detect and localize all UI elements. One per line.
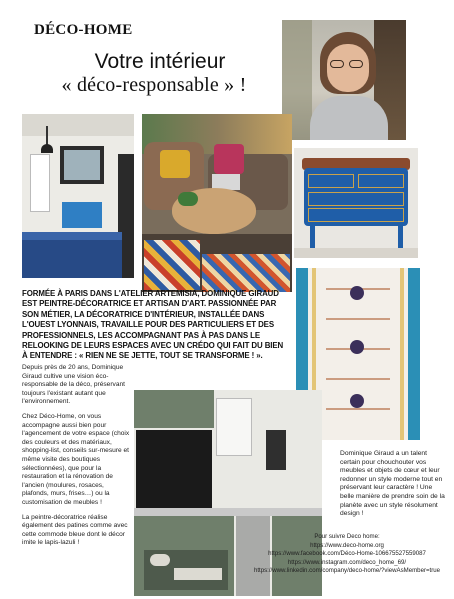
caption-right: Dominique Giraud a un talent certain pour chouchouter vos meubles et objets de cœur et leur redonner un style moderne tout en préservant leur caractère ! Une belle manière de prendre soin de la planète avec un style résolument design ! xyxy=(340,450,445,518)
blue-commode-photo xyxy=(294,148,418,258)
section-tag: DÉCO-HOME xyxy=(34,22,133,38)
facebook-link[interactable]: https://www.facebook.com/Déco-Home-106675527559087 xyxy=(268,550,426,557)
footer-links xyxy=(240,533,454,576)
instagram-link[interactable]: https://www.instagram.com/deco_home_69/ xyxy=(287,558,407,566)
portrait-photo xyxy=(282,20,406,140)
page-title-line1: Votre intérieur xyxy=(94,50,226,73)
body-paragraph-2: Chez Déco-Home, on vous accompagne aussi bien pour l'agencement de votre espace (choix des couleurs et des matériaux, shopping-list, conseils sur-mesure et même visite des boutiques sélectionnées), que pour la restauration et la rénovation de l'ancien (moulures, rosaces, plafonds, murs, frises…) ou la customisation de meubles ! xyxy=(22,412,130,506)
website-link[interactable]: https://www.deco-home.org xyxy=(310,541,384,549)
body-paragraph-3: La peintre-décoratrice réalise également des patines comme avec cette commode bleue dont le décor imite le lapis-lazuli ! xyxy=(22,513,128,547)
page-title-line2: « déco-responsable » ! xyxy=(61,74,247,96)
bedroom-photo xyxy=(22,114,134,278)
body-column xyxy=(22,364,130,554)
living-room-photo xyxy=(142,114,292,292)
body-paragraph-1: Depuis près de 20 ans, Dominique Giraud cultive une vision éco-responsable de la déco, préservant toujours l'existant autant que l'environnement. xyxy=(22,364,126,406)
linkedin-link[interactable]: https://www.linkedin.com/company/deco-home/?viewAsMember=true xyxy=(253,567,441,574)
footer-intro: Pour suivre Deco home: xyxy=(314,533,380,540)
lead-paragraph: FORMÉE À PARIS DANS L'ATELIER ARTEMISIA, DOMINIQUE GIRAUD EST PEINTRE-DÉCORATRICE ET ARTISAN D'ART. PASSIONNÉE PAR SON MÉTIER, LA DÉCORATRICE D'INTÉRIEUR, INSTALLÉE DANS L'OUEST LYONNAIS, TRAVAILLE POUR DES PARTICULIERS ET DES PROFESSIONNELS, LES ACCOMPAGNANT PAS À PAS DANS LE RELOOKING DE LEURS ESPACES AVEC UN CRÉDO QUI FAIT DU BIEN À ENTENDRE : « RIEN NE SE JETTE, TOUT SE TRANSFORME ! ». xyxy=(22,289,284,361)
